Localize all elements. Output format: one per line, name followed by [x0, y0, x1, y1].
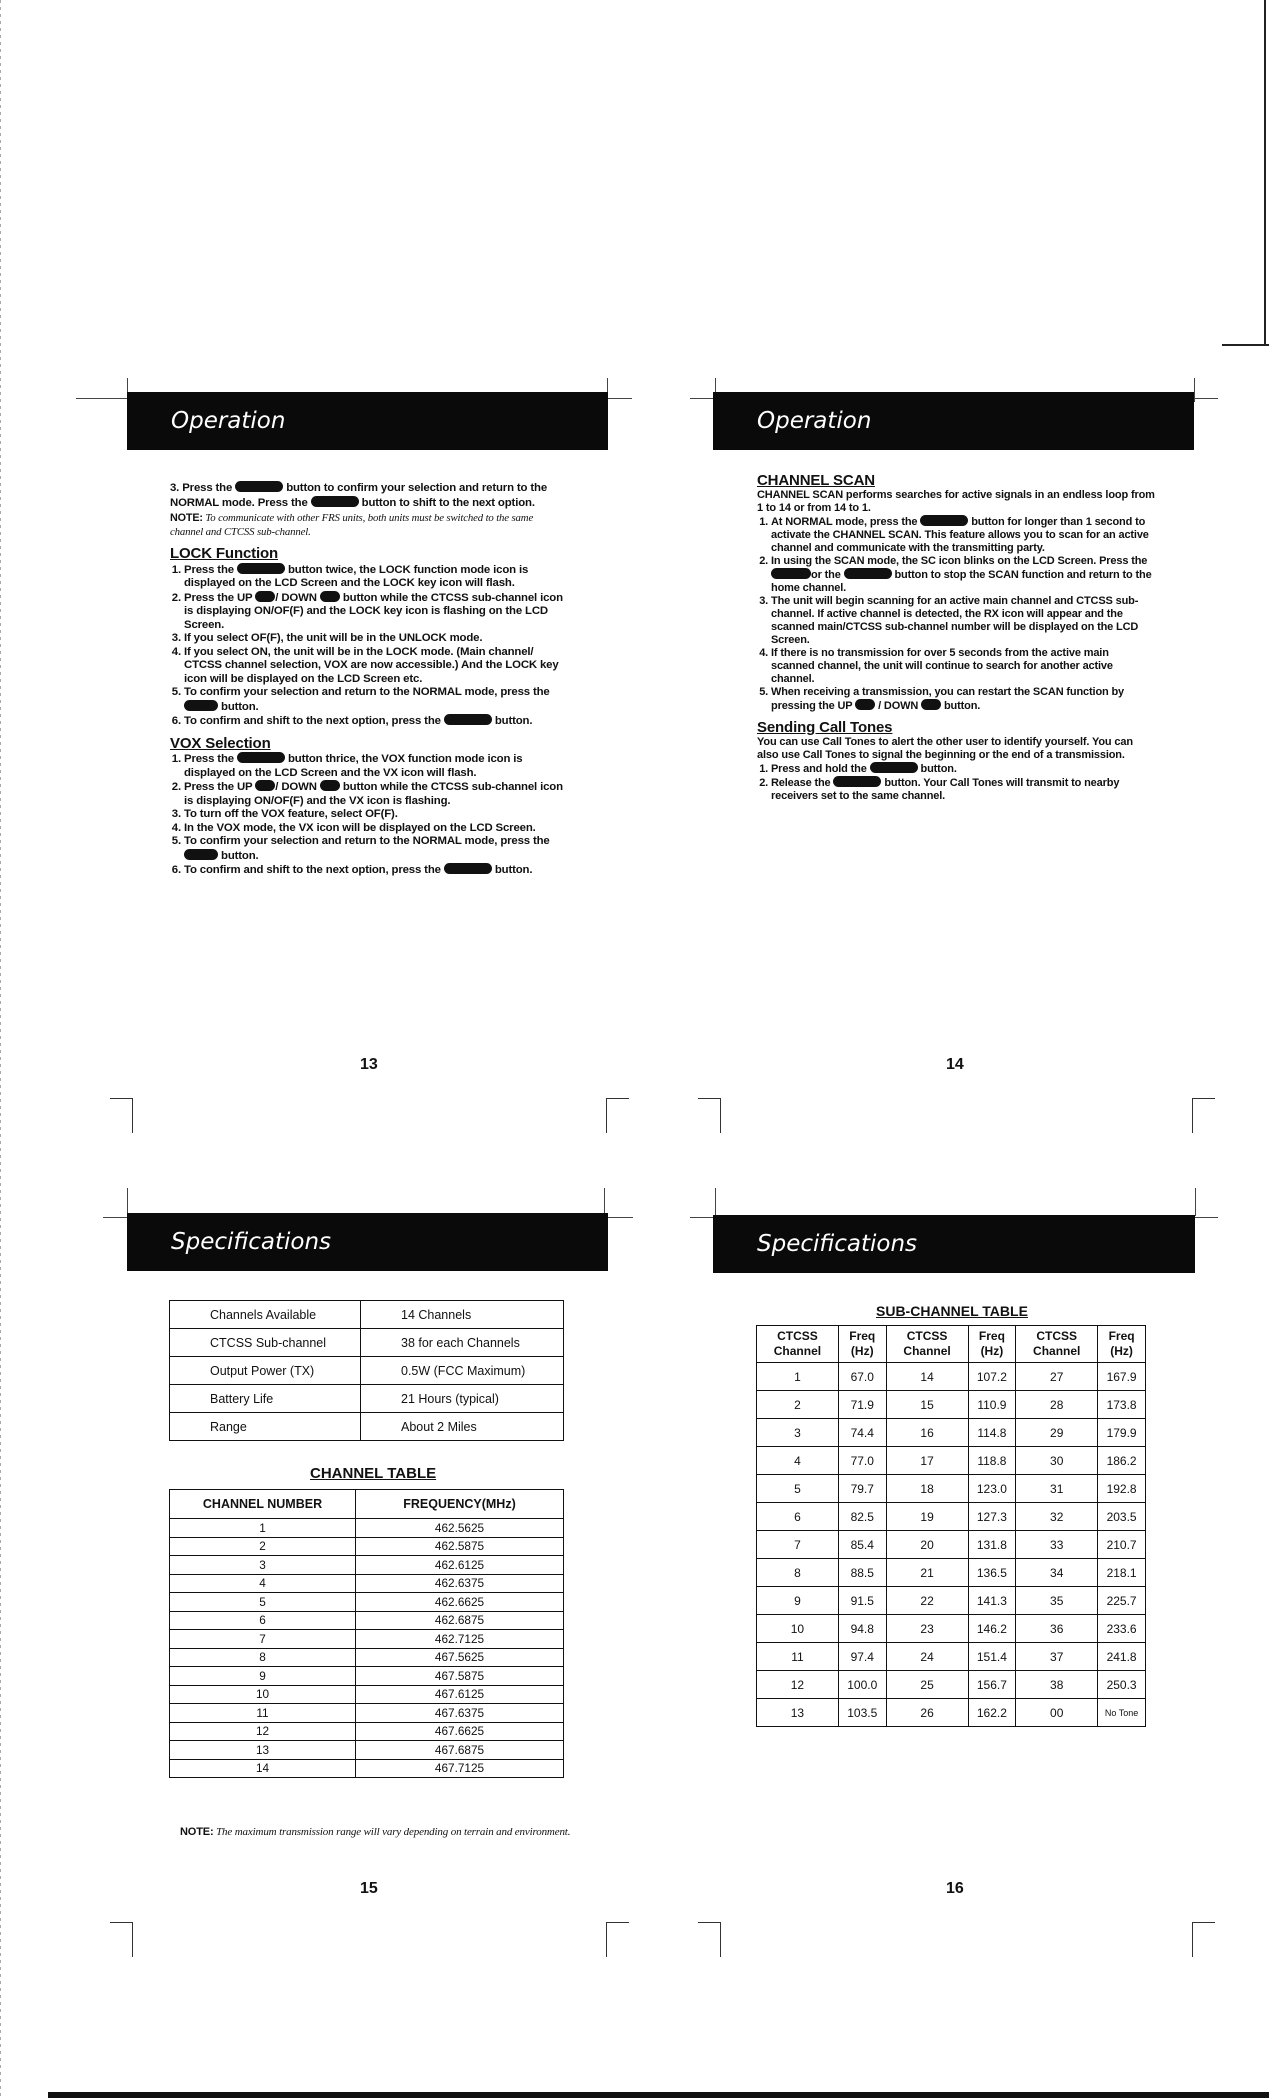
ctcss-channel-cell: 31 — [1016, 1475, 1098, 1503]
crop-corner-mark — [698, 1922, 721, 1957]
channel-number-cell: 13 — [170, 1741, 356, 1760]
spec-label: CTCSS Sub-channel — [170, 1329, 361, 1357]
lock-heading: LOCK Function — [170, 545, 279, 562]
freq-header: Freq (Hz) — [838, 1326, 886, 1363]
ctcss-channel-header: CTCSS Channel — [1016, 1326, 1098, 1363]
page13-body — [170, 481, 568, 878]
crop-tick — [604, 1188, 605, 1216]
frequency-cell: 462.6875 — [356, 1611, 564, 1630]
ctcss-channel-cell: 3 — [757, 1419, 839, 1447]
table-row — [170, 1630, 564, 1649]
freq-cell: 136.5 — [968, 1559, 1016, 1587]
table-row — [170, 1759, 564, 1778]
table-row — [757, 1475, 1146, 1503]
freq-cell: 110.9 — [968, 1391, 1016, 1419]
freq-cell: 94.8 — [838, 1615, 886, 1643]
frs-note: NOTE: To communicate with other FRS units, both units must be switched to the same channel and CTCSS sub-channel. — [170, 512, 534, 538]
table-row — [170, 1556, 564, 1575]
channel-table — [169, 1489, 564, 1778]
spec-value: 21 Hours (typical) — [361, 1385, 564, 1413]
call-button-icon — [833, 776, 881, 787]
table-row — [757, 1447, 1146, 1475]
spec-label: Channels Available — [170, 1301, 361, 1329]
freq-cell: 186.2 — [1098, 1447, 1146, 1475]
ctcss-channel-cell: 16 — [886, 1419, 968, 1447]
page13-banner: Operation — [127, 392, 608, 450]
freq-cell: 88.5 — [838, 1559, 886, 1587]
ctcss-channel-cell: 20 — [886, 1531, 968, 1559]
table-row — [170, 1741, 564, 1760]
crop-tick — [715, 1188, 716, 1216]
freq-cell: 192.8 — [1098, 1475, 1146, 1503]
table-row — [757, 1615, 1146, 1643]
table-row — [757, 1363, 1146, 1391]
ctcss-channel-cell: 22 — [886, 1587, 968, 1615]
spec-label: Range — [170, 1413, 361, 1441]
table-row — [170, 1574, 564, 1593]
subchannel-table — [756, 1325, 1146, 1727]
page-number: 16 — [946, 1880, 964, 1897]
ctcss-channel-cell: 10 — [757, 1615, 839, 1643]
table-row — [757, 1419, 1146, 1447]
channel-scan-heading: CHANNEL SCAN — [757, 472, 875, 489]
table-row — [757, 1559, 1146, 1587]
ptt-button-icon — [771, 568, 811, 579]
page-number: 15 — [360, 1880, 378, 1897]
mode-button-icon — [920, 515, 968, 526]
up-button-icon — [255, 591, 275, 602]
freq-cell: 179.9 — [1098, 1419, 1146, 1447]
vox-heading: VOX Selection — [170, 734, 271, 752]
channel-number-cell: 10 — [170, 1685, 356, 1704]
channel-number-cell: 1 — [170, 1519, 356, 1538]
crop-corner-mark — [1192, 1098, 1215, 1133]
spec-row — [170, 1301, 564, 1329]
freq-header: Freq (Hz) — [1098, 1326, 1146, 1363]
ctcss-channel-cell: 38 — [1016, 1671, 1098, 1699]
specifications-table — [169, 1300, 564, 1441]
table-row — [170, 1593, 564, 1612]
down-button-icon — [921, 699, 941, 710]
ctcss-channel-cell: 29 — [1016, 1419, 1098, 1447]
scan-steps: 1. At NORMAL mode, press the button for longer than 1 second to activate the CHANNEL SCAN. This feature allows you to scan for an active channel and communicate with the transmitting party. 2. In using the SCAN mode, the SC icon blinks on the LCD Screen. Press the or the button to stop the SCAN function and return to the home channel. 3. The unit will begin scanning for an active main channel and CTCSS sub-channel. If active channel is detected, the RX icon will appear and the scanned main/CTCSS sub-channel number will be displayed on the LCD Screen. 4. If there is no transmission for over 5 seconds from the active main scanned channel, the unit will continue to search for another active channel. 5. When receiving a transmission, you can restart the SCAN function by pressing the UP / DOWN button. — [757, 515, 1155, 713]
ctcss-channel-cell: 17 — [886, 1447, 968, 1475]
freq-cell: 71.9 — [838, 1391, 886, 1419]
scan-bottom-bar — [48, 2092, 1269, 2098]
table-row — [757, 1503, 1146, 1531]
table-row — [170, 1722, 564, 1741]
spec-value: 14 Channels — [361, 1301, 564, 1329]
freq-cell: 218.1 — [1098, 1559, 1146, 1587]
spec-row — [170, 1385, 564, 1413]
freq-cell: 151.4 — [968, 1643, 1016, 1671]
frequency-cell: 462.6625 — [356, 1593, 564, 1612]
up-button-icon — [855, 699, 875, 710]
call-button-icon — [870, 762, 918, 773]
down-button-icon — [320, 591, 340, 602]
freq-cell: 167.9 — [1098, 1363, 1146, 1391]
table-row — [757, 1671, 1146, 1699]
crop-corner-mark — [110, 1922, 133, 1957]
ctcss-channel-cell: 13 — [757, 1699, 839, 1727]
mode-button-icon — [444, 863, 492, 874]
freq-cell: 97.4 — [838, 1643, 886, 1671]
table-row — [170, 1537, 564, 1556]
page14-body — [757, 474, 1155, 803]
table-row — [757, 1391, 1146, 1419]
freq-cell: 250.3 — [1098, 1671, 1146, 1699]
channel-number-cell: 4 — [170, 1574, 356, 1593]
crop-tick — [127, 1188, 128, 1216]
ctcss-channel-cell: 1 — [757, 1363, 839, 1391]
freq-cell: 114.8 — [968, 1419, 1016, 1447]
table-row — [170, 1704, 564, 1723]
down-button-icon — [320, 780, 340, 791]
page-number: 13 — [360, 1056, 378, 1073]
channel-number-header: CHANNEL NUMBER — [170, 1490, 356, 1519]
frequency-cell: 462.7125 — [356, 1630, 564, 1649]
freq-cell: 127.3 — [968, 1503, 1016, 1531]
frequency-cell: 462.6375 — [356, 1574, 564, 1593]
ctcss-channel-cell: 25 — [886, 1671, 968, 1699]
crop-corner-mark — [698, 1098, 721, 1133]
ctcss-channel-cell: 33 — [1016, 1531, 1098, 1559]
table-row — [170, 1611, 564, 1630]
spec-value: 0.5W (FCC Maximum) — [361, 1357, 564, 1385]
ctcss-channel-cell: 4 — [757, 1447, 839, 1475]
freq-cell: 156.7 — [968, 1671, 1016, 1699]
ctcss-channel-cell: 27 — [1016, 1363, 1098, 1391]
call-tones-steps: 1. Press and hold the button. 2. Release the button. Your Call Tones will transmit to nearby receivers set to the same channel. — [757, 762, 1155, 803]
channel-number-cell: 3 — [170, 1556, 356, 1575]
scan-edge-line — [1264, 0, 1266, 346]
ctcss-channel-cell: 8 — [757, 1559, 839, 1587]
ctcss-channel-cell: 5 — [757, 1475, 839, 1503]
table-row — [757, 1643, 1146, 1671]
freq-cell: 162.2 — [968, 1699, 1016, 1727]
spec-row — [170, 1357, 564, 1385]
freq-cell: 118.8 — [968, 1447, 1016, 1475]
frequency-cell: 467.5875 — [356, 1667, 564, 1686]
channel-number-cell: 7 — [170, 1630, 356, 1649]
mode-button-icon — [444, 714, 492, 725]
ctcss-channel-cell: 35 — [1016, 1587, 1098, 1615]
ctcss-channel-cell: 11 — [757, 1643, 839, 1671]
range-note: NOTE: The maximum transmission range will vary depending on terrain and environment. — [180, 1826, 571, 1838]
channel-number-cell: 6 — [170, 1611, 356, 1630]
freq-cell: 146.2 — [968, 1615, 1016, 1643]
mode-button-icon — [844, 568, 892, 579]
ptt-button-icon — [184, 700, 218, 711]
freq-cell: 141.3 — [968, 1587, 1016, 1615]
crop-corner-mark — [110, 1098, 133, 1133]
spec-label: Battery Life — [170, 1385, 361, 1413]
lock-steps: 1. Press the button twice, the LOCK function mode icon is displayed on the LCD Screen and the LOCK key icon will flash. 2. Press the UP / DOWN button while the CTCSS sub-channel icon is displaying ON/OF(F) and the LOCK key icon is flashing on the LCD Screen. 3. If you select OF(F), the unit will be in the UNLOCK mode. 4. If you select ON, the unit will be in the LOCK mode. (Main channel/ CTCSS channel selection, VOX are now accessible.) And the LOCK key icon will be displayed on the LCD Screen etc. 5. To confirm your selection and return to the NORMAL mode, press the button. 6. To confirm and shift to the next option, press the button. — [170, 563, 568, 729]
channel-number-cell: 9 — [170, 1667, 356, 1686]
scan-edge-line — [1222, 344, 1269, 346]
mode-button-icon — [311, 496, 359, 507]
freq-cell: 203.5 — [1098, 1503, 1146, 1531]
page15-banner: Specifications — [127, 1213, 608, 1271]
ctcss-channel-cell: 21 — [886, 1559, 968, 1587]
crop-tick — [1195, 1188, 1196, 1216]
ctcss-channel-cell: 18 — [886, 1475, 968, 1503]
freq-cell: 233.6 — [1098, 1615, 1146, 1643]
ctcss-channel-cell: 7 — [757, 1531, 839, 1559]
page-number: 14 — [946, 1056, 964, 1073]
spec-row — [170, 1413, 564, 1441]
freq-cell: 77.0 — [838, 1447, 886, 1475]
channel-table-caption: CHANNEL TABLE — [310, 1465, 437, 1482]
ctcss-channel-cell: 12 — [757, 1671, 839, 1699]
ctcss-channel-cell: 19 — [886, 1503, 968, 1531]
ctcss-channel-cell: 2 — [757, 1391, 839, 1419]
ctcss-channel-cell: 26 — [886, 1699, 968, 1727]
ctcss-channel-header: CTCSS Channel — [757, 1326, 839, 1363]
ptt-button-icon — [184, 849, 218, 860]
freq-cell: 173.8 — [1098, 1391, 1146, 1419]
ctcss-channel-cell: 15 — [886, 1391, 968, 1419]
ctcss-channel-cell: 34 — [1016, 1559, 1098, 1587]
channel-number-cell: 5 — [170, 1593, 356, 1612]
crop-corner-mark — [606, 1098, 629, 1133]
ctcss-channel-cell: 24 — [886, 1643, 968, 1671]
channel-number-cell: 11 — [170, 1704, 356, 1723]
call-tones-heading: Sending Call Tones — [757, 719, 893, 736]
spec-value: About 2 Miles — [361, 1413, 564, 1441]
frequency-cell: 467.7125 — [356, 1759, 564, 1778]
frequency-cell: 462.5625 — [356, 1519, 564, 1538]
table-row — [757, 1587, 1146, 1615]
frequency-cell: 467.6375 — [356, 1704, 564, 1723]
ctcss-channel-cell: 32 — [1016, 1503, 1098, 1531]
freq-cell: 107.2 — [968, 1363, 1016, 1391]
ctcss-channel-cell: 6 — [757, 1503, 839, 1531]
freq-cell: 131.8 — [968, 1531, 1016, 1559]
call-tones-intro: You can use Call Tones to alert the other user to identify yourself. You can also use Call Tones to signal the beginning or the end of a transmission. — [757, 736, 1133, 761]
spec-label: Output Power (TX) — [170, 1357, 361, 1385]
channel-number-cell: 12 — [170, 1722, 356, 1741]
channel-number-cell: 8 — [170, 1648, 356, 1667]
freq-cell: 103.5 — [838, 1699, 886, 1727]
step3-text: 3. Press the button to confirm your selection and return to the NORMAL mode. Press the button to shift to the next option. — [170, 482, 548, 509]
channel-number-cell: 14 — [170, 1759, 356, 1778]
spec-row — [170, 1329, 564, 1357]
ctcss-channel-cell: 00 — [1016, 1699, 1098, 1727]
ctcss-channel-cell: 37 — [1016, 1643, 1098, 1671]
vox-steps: 1. Press the button thrice, the VOX function mode icon is displayed on the LCD Screen and the VX icon will flash. 2. Press the UP / DOWN button while the CTCSS sub-channel icon is displaying ON/OF(F) and the VX icon is flashing. 3. To turn off the VOX feature, select OF(F). 4. In the VOX mode, the VX icon will be displayed on the LCD Screen. 5. To confirm your selection and return to the NORMAL mode, press the button. 6. To confirm and shift to the next option, press the button. — [170, 752, 568, 878]
frequency-cell: 462.6125 — [356, 1556, 564, 1575]
freq-cell: 82.5 — [838, 1503, 886, 1531]
freq-cell: 67.0 — [838, 1363, 886, 1391]
frequency-cell: 467.6875 — [356, 1741, 564, 1760]
ctcss-channel-cell: 28 — [1016, 1391, 1098, 1419]
table-row — [170, 1667, 564, 1686]
freq-cell: 123.0 — [968, 1475, 1016, 1503]
frequency-cell: 462.5875 — [356, 1537, 564, 1556]
ctcss-channel-cell: 14 — [886, 1363, 968, 1391]
freq-cell: No Tone — [1098, 1699, 1146, 1727]
scan-edge-dotted-line — [0, 0, 1, 2100]
channel-number-cell: 2 — [170, 1537, 356, 1556]
table-row — [170, 1685, 564, 1704]
page16-banner: Specifications — [713, 1215, 1195, 1273]
freq-cell: 79.7 — [838, 1475, 886, 1503]
freq-cell: 225.7 — [1098, 1587, 1146, 1615]
frequency-header: FREQUENCY(MHz) — [356, 1490, 564, 1519]
freq-cell: 74.4 — [838, 1419, 886, 1447]
freq-cell: 85.4 — [838, 1531, 886, 1559]
channel-scan-intro: CHANNEL SCAN performs searches for active signals in an endless loop from 1 to 14 or from 14 to 1. — [757, 489, 1155, 514]
table-row — [170, 1648, 564, 1667]
table-row — [757, 1699, 1146, 1727]
freq-cell: 210.7 — [1098, 1531, 1146, 1559]
ctcss-channel-header: CTCSS Channel — [886, 1326, 968, 1363]
frequency-cell: 467.6625 — [356, 1722, 564, 1741]
crop-corner-mark — [1192, 1922, 1215, 1957]
mode-button-icon — [237, 563, 285, 574]
frequency-cell: 467.6125 — [356, 1685, 564, 1704]
freq-cell: 241.8 — [1098, 1643, 1146, 1671]
freq-cell: 100.0 — [838, 1671, 886, 1699]
freq-cell: 91.5 — [838, 1587, 886, 1615]
spec-value: 38 for each Channels — [361, 1329, 564, 1357]
mode-button-icon — [235, 481, 283, 492]
ctcss-channel-cell: 9 — [757, 1587, 839, 1615]
ctcss-channel-cell: 23 — [886, 1615, 968, 1643]
frequency-cell: 467.5625 — [356, 1648, 564, 1667]
ctcss-channel-cell: 30 — [1016, 1447, 1098, 1475]
crop-tick — [1194, 378, 1195, 402]
table-row — [170, 1519, 564, 1538]
freq-header: Freq (Hz) — [968, 1326, 1016, 1363]
page14-banner: Operation — [713, 392, 1194, 450]
table-row — [757, 1531, 1146, 1559]
up-button-icon — [255, 780, 275, 791]
mode-button-icon — [237, 752, 285, 763]
subchannel-table-caption: SUB-CHANNEL TABLE — [876, 1303, 1028, 1319]
crop-corner-mark — [606, 1922, 629, 1957]
ctcss-channel-cell: 36 — [1016, 1615, 1098, 1643]
